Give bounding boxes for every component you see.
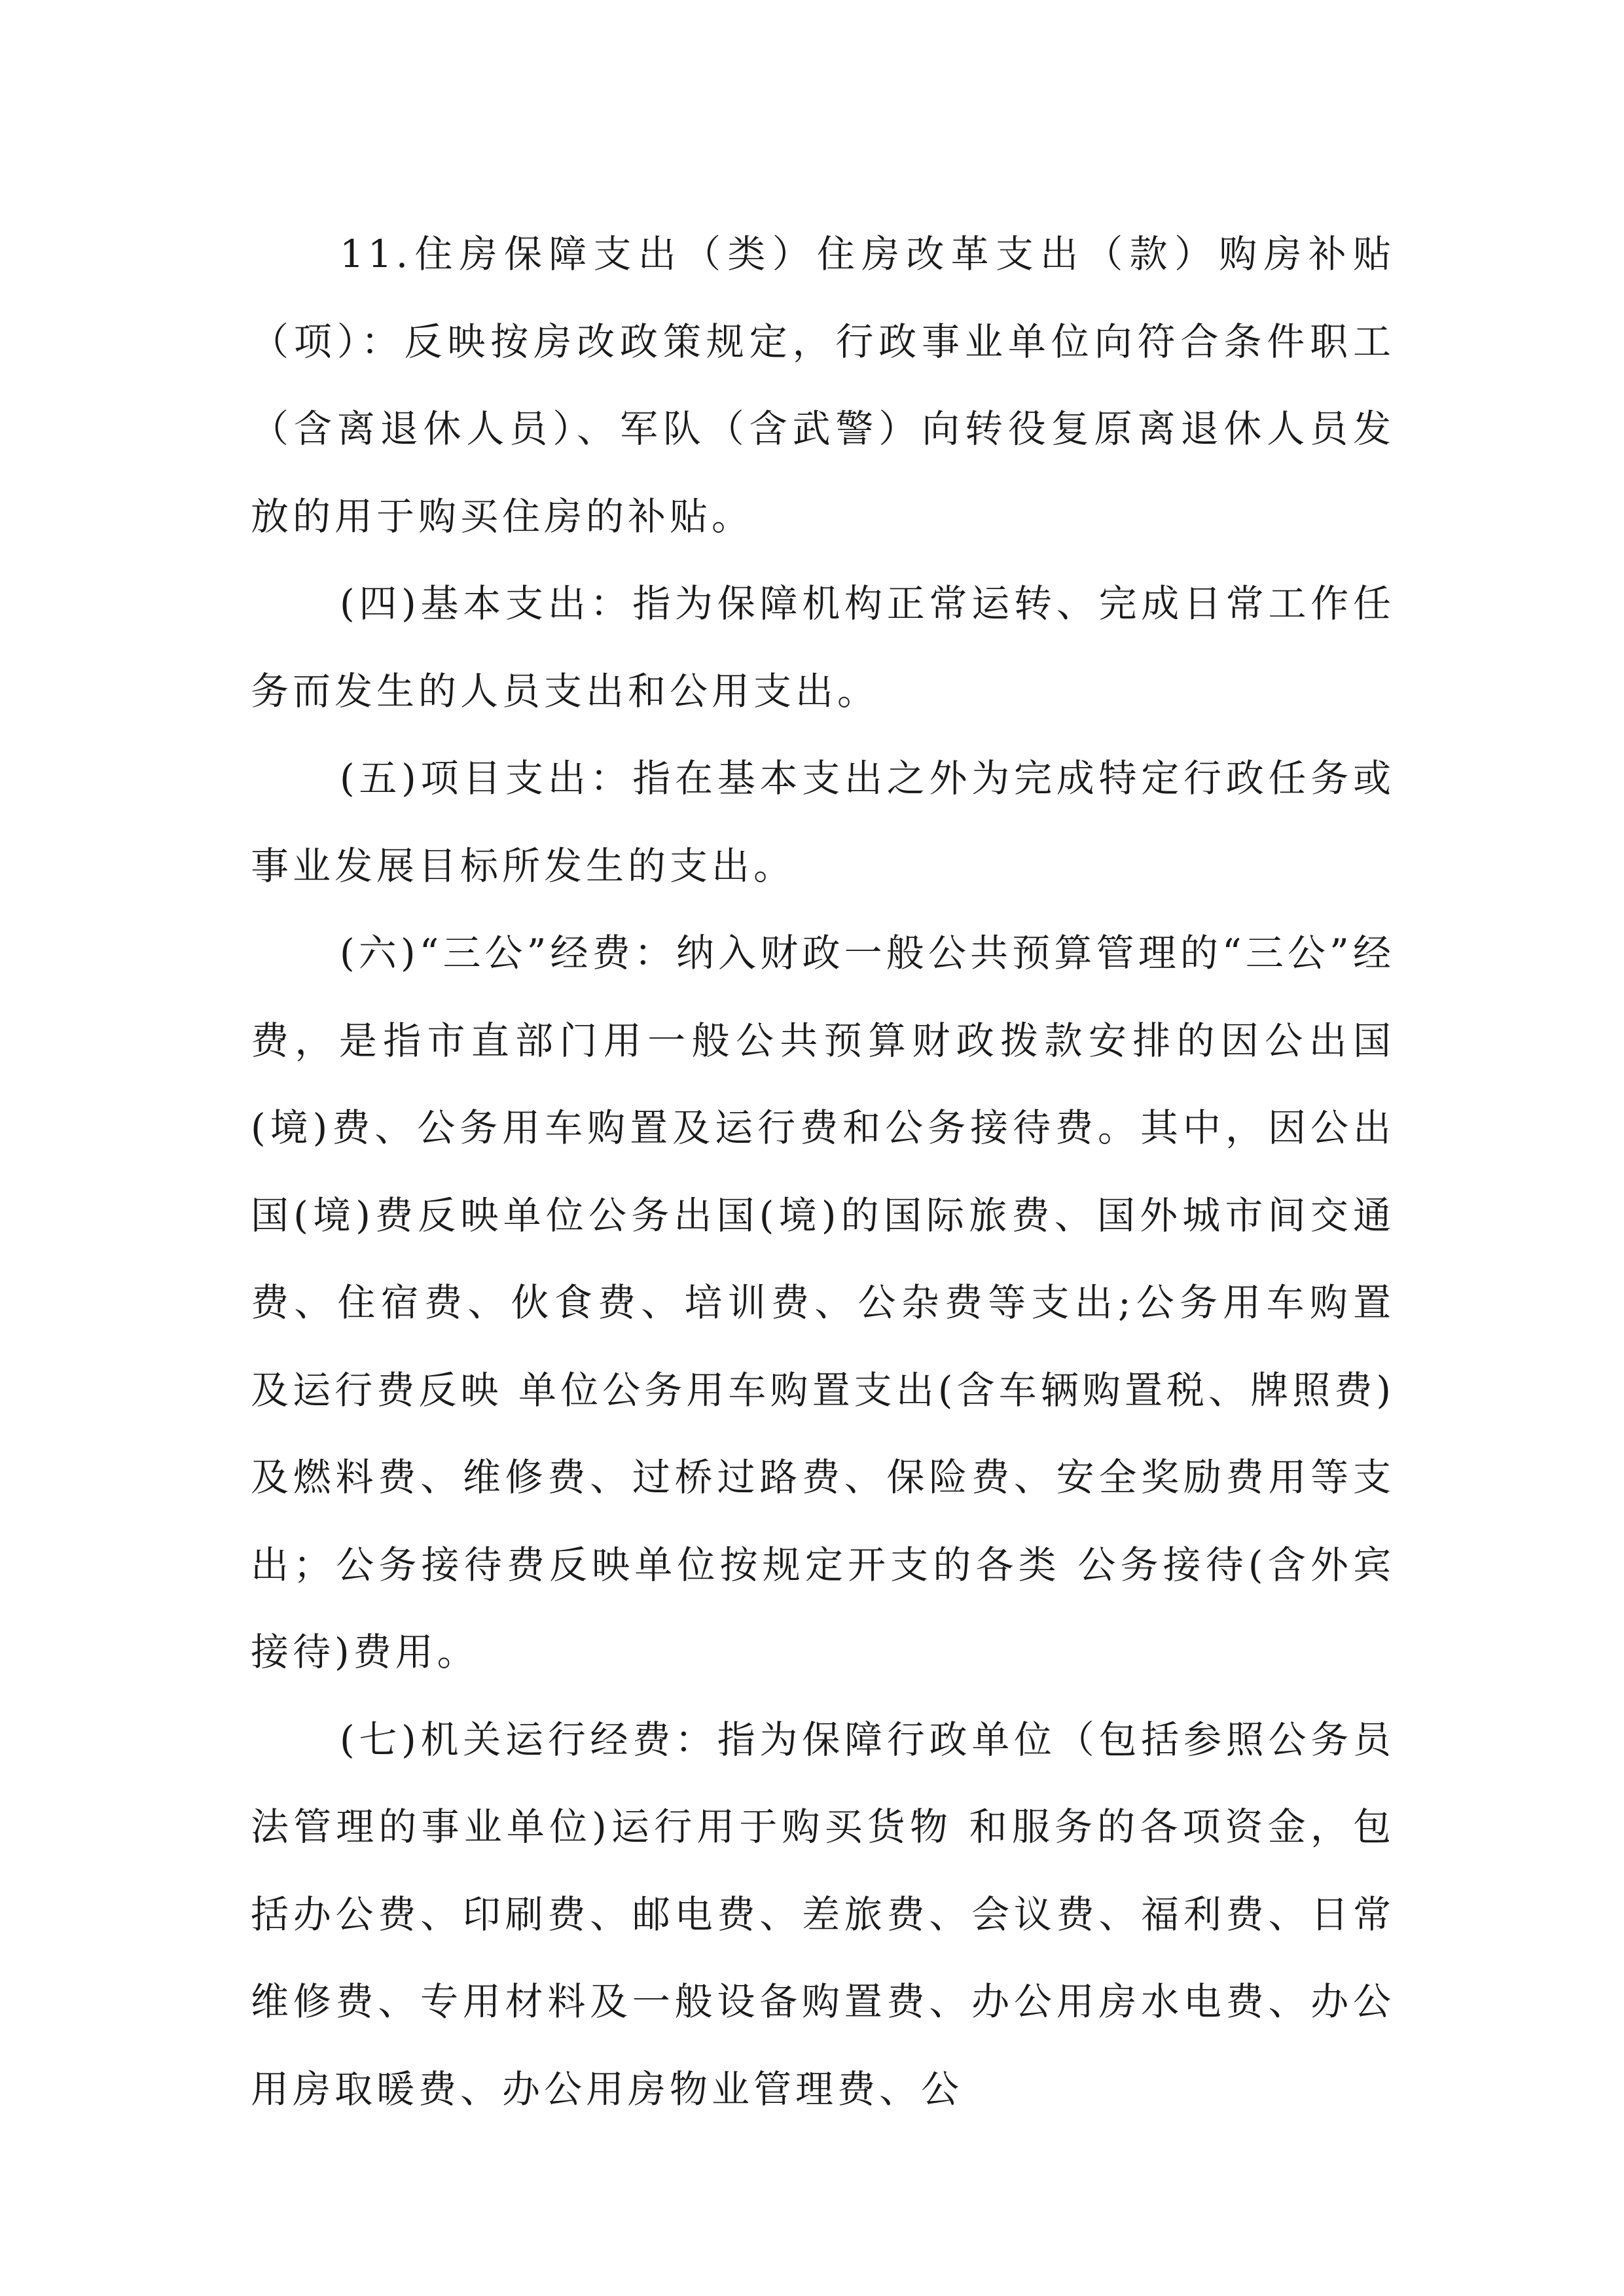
paragraph-project-expenditure: (五)项目支出：指在基本支出之外为完成特定行政任务或事业发展目标所发生的支出。 [251, 756, 1395, 888]
document-body [251, 211, 1395, 2133]
paragraph-housing-subsidy: 11.住房保障支出（类）住房改革支出（款）购房补贴（项）：反映按房改政策规定，行政事业单位向符合条件职工（含离退休人员）、军队（含武警）向转役复原离退休人员发放的用于购买住房的补贴。 [251, 232, 1395, 539]
paragraph-basic-expenditure: (四)基本支出：指为保障机构正常运转、完成日常工作任务而发生的人员支出和公用支出。 [251, 581, 1395, 713]
paragraph-three-public-expenses: (六)“三公”经费：纳入财政一般公共预算管理的“三公”经费，是指市直部门用一般公共预算财政拨款安排的因公出国(境)费、公务用车购置及运行费和公务接待费。其中，因公出国(境)费反映单位公务出国(境)的国际旅费、国外城市间交通费、住宿费、伙食费、培训费、公杂费等支出;公务用车购置及运行费反映 单位公务用车购置支出(含车辆购置税、牌照费)及燃料费、维修费、过桥过路费、保险费、安全奖励费用等支出；公务接待费反映单位按规定开支的各类 公务接待(含外宾接待)费用。 [251, 931, 1395, 1674]
paragraph-agency-operating-expenses: (七)机关运行经费：指为保障行政单位（包括参照公务员法管理的事业单位)运行用于购买货物 和服务的各项资金，包括办公费、印刷费、邮电费、差旅费、会议费、福利费、日常维修费、专用材料及一般设备购置费、办公用房水电费、办公用房取暖费、办公用房物业管理费、公 [251, 1717, 1395, 2111]
